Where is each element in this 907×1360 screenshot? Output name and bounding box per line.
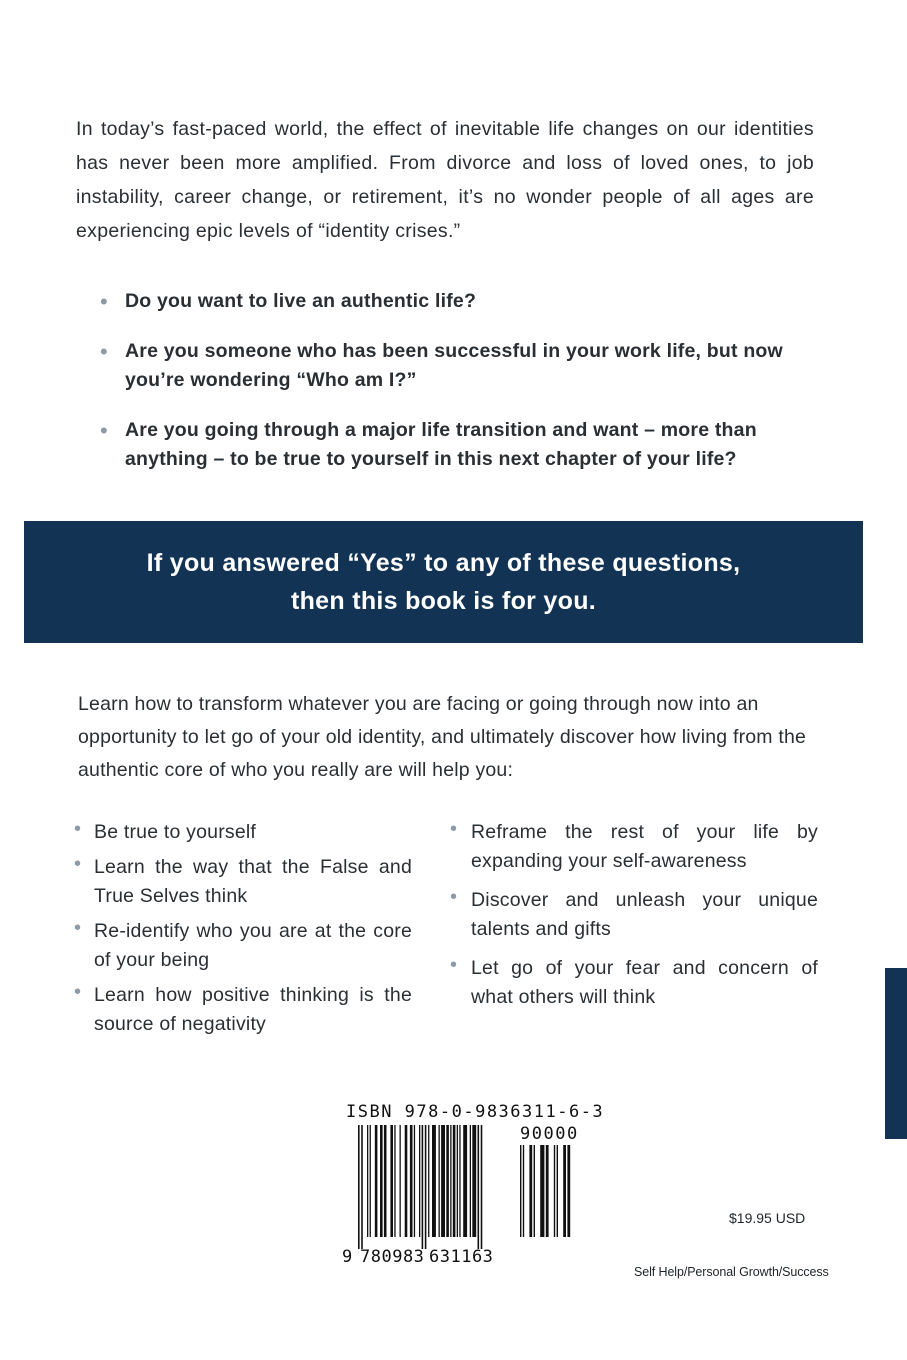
barcode-bar [361, 1125, 363, 1249]
barcode-bar [370, 1125, 371, 1237]
question-item [100, 287, 820, 316]
benefit-item [74, 917, 412, 975]
barcode-left-digits: 780983 [360, 1247, 425, 1265]
bullet-icon: • [100, 339, 108, 364]
benefit-item [74, 981, 412, 1039]
bullet-icon: • [74, 853, 82, 875]
barcode-bar [441, 1125, 445, 1237]
benefits-left-list [74, 818, 412, 1045]
barcode-bar [367, 1125, 368, 1237]
bullet-icon: • [450, 818, 458, 840]
barcode-bar [563, 1145, 566, 1237]
barcode-bar [422, 1125, 424, 1249]
callout-banner [24, 521, 863, 643]
banner-line: then this book is for you. [290, 587, 597, 615]
question-text: you’re wondering “Who am I?” [125, 369, 417, 391]
benefit-text: Reframe the rest of your life by expanding your self-awareness [471, 821, 818, 872]
benefit-text: Learn how positive thinking is the source of negativity [94, 984, 412, 1035]
barcode-bar [554, 1145, 555, 1237]
barcode-addon-digits: 90000 [520, 1125, 579, 1144]
barcode-bar [405, 1125, 408, 1237]
spine-edge-tab [885, 968, 907, 1139]
barcode-bar [358, 1125, 360, 1249]
barcode-bar [425, 1125, 427, 1249]
barcode-bar [439, 1125, 440, 1237]
barcode-bar [546, 1145, 549, 1237]
barcode-bar [463, 1125, 467, 1237]
barcode-bar [428, 1125, 429, 1237]
benefit-item [74, 853, 412, 911]
barcode-bar [520, 1145, 521, 1237]
barcode-bar [529, 1145, 532, 1237]
category-label: Self Help/Personal Growth/Success [634, 1265, 829, 1279]
question-item [100, 337, 820, 395]
barcode-bar [446, 1125, 449, 1237]
bullet-icon: • [450, 886, 458, 908]
barcode-bar [534, 1145, 535, 1237]
barcode-bar [414, 1125, 415, 1237]
barcode-bar [419, 1125, 420, 1237]
barcode-bar [384, 1125, 387, 1237]
barcode-bar [390, 1125, 393, 1237]
barcode-bar [410, 1125, 413, 1237]
bullet-icon: • [74, 818, 82, 840]
benefit-item [450, 954, 818, 1012]
bullet-icon: • [74, 917, 82, 939]
barcode-bar [457, 1125, 458, 1237]
barcode-first-digit: 9 [342, 1247, 353, 1265]
barcode-bar [567, 1145, 570, 1237]
question-text: Do you want to live an authentic life? [125, 290, 477, 312]
benefit-text: Learn the way that the False and True Selves think [94, 856, 412, 907]
bullet-icon: • [100, 418, 108, 443]
barcode-bar [478, 1125, 480, 1249]
price-label: $19.95 USD [729, 1210, 806, 1226]
barcode-bar [380, 1125, 383, 1237]
bullet-icon: • [450, 954, 458, 976]
barcode-bar [540, 1145, 544, 1237]
benefits-right-list [450, 818, 818, 1022]
barcode-bar [470, 1125, 471, 1237]
barcode-bar [432, 1125, 436, 1237]
question-item [100, 416, 820, 474]
isbn-label: ISBN 978-0-9836311-6-3 [346, 1102, 605, 1122]
barcode-bar [450, 1125, 451, 1237]
benefit-text: Let go of your fear and concern of what others will think [471, 957, 818, 1008]
barcode-bar [459, 1125, 460, 1237]
barcode-bar [472, 1125, 476, 1237]
barcode-bar [523, 1145, 524, 1237]
banner-line: If you answered “Yes” to any of these questions, [146, 549, 741, 577]
question-text: anything – to be true to yourself in this next chapter of your life? [125, 448, 737, 470]
barcode-bar [375, 1125, 378, 1237]
question-text: Are you going through a major life transition and want – more than [125, 419, 757, 441]
barcode-bar [453, 1125, 456, 1237]
intro-paragraph: In today’s fast-paced world, the effect of inevitable life changes on our identities has never been more amplified. From divorce and loss of loved ones, to job instability, career change, or retirement, it’s no wonder people of all ages are experiencing epic levels of “identity crises.” [76, 118, 814, 242]
barcode-bar [557, 1145, 558, 1237]
bullet-icon: • [74, 981, 82, 1003]
benefit-item [74, 818, 412, 847]
benefit-item [450, 886, 818, 944]
barcode [342, 1125, 604, 1265]
barcode-bar [400, 1125, 401, 1237]
benefit-text: Discover and unleash your unique talents and gifts [471, 889, 818, 940]
question-list [100, 287, 820, 495]
bullet-icon: • [100, 289, 108, 314]
barcode-bar [481, 1125, 483, 1249]
barcode-bar [394, 1125, 395, 1237]
question-text: Are you someone who has been successful in your work life, but now [125, 340, 783, 362]
benefit-text: Be true to yourself [94, 821, 257, 843]
barcode-right-digits: 631163 [429, 1247, 494, 1265]
learn-paragraph: Learn how to transform whatever you are facing or going through now into an opportunity to let go of your old identity, and ultimately discover how living from the authentic core of who you really are will help you: [78, 693, 807, 781]
benefit-item [450, 818, 818, 876]
benefit-text: Re-identify who you are at the core of your being [94, 920, 412, 971]
